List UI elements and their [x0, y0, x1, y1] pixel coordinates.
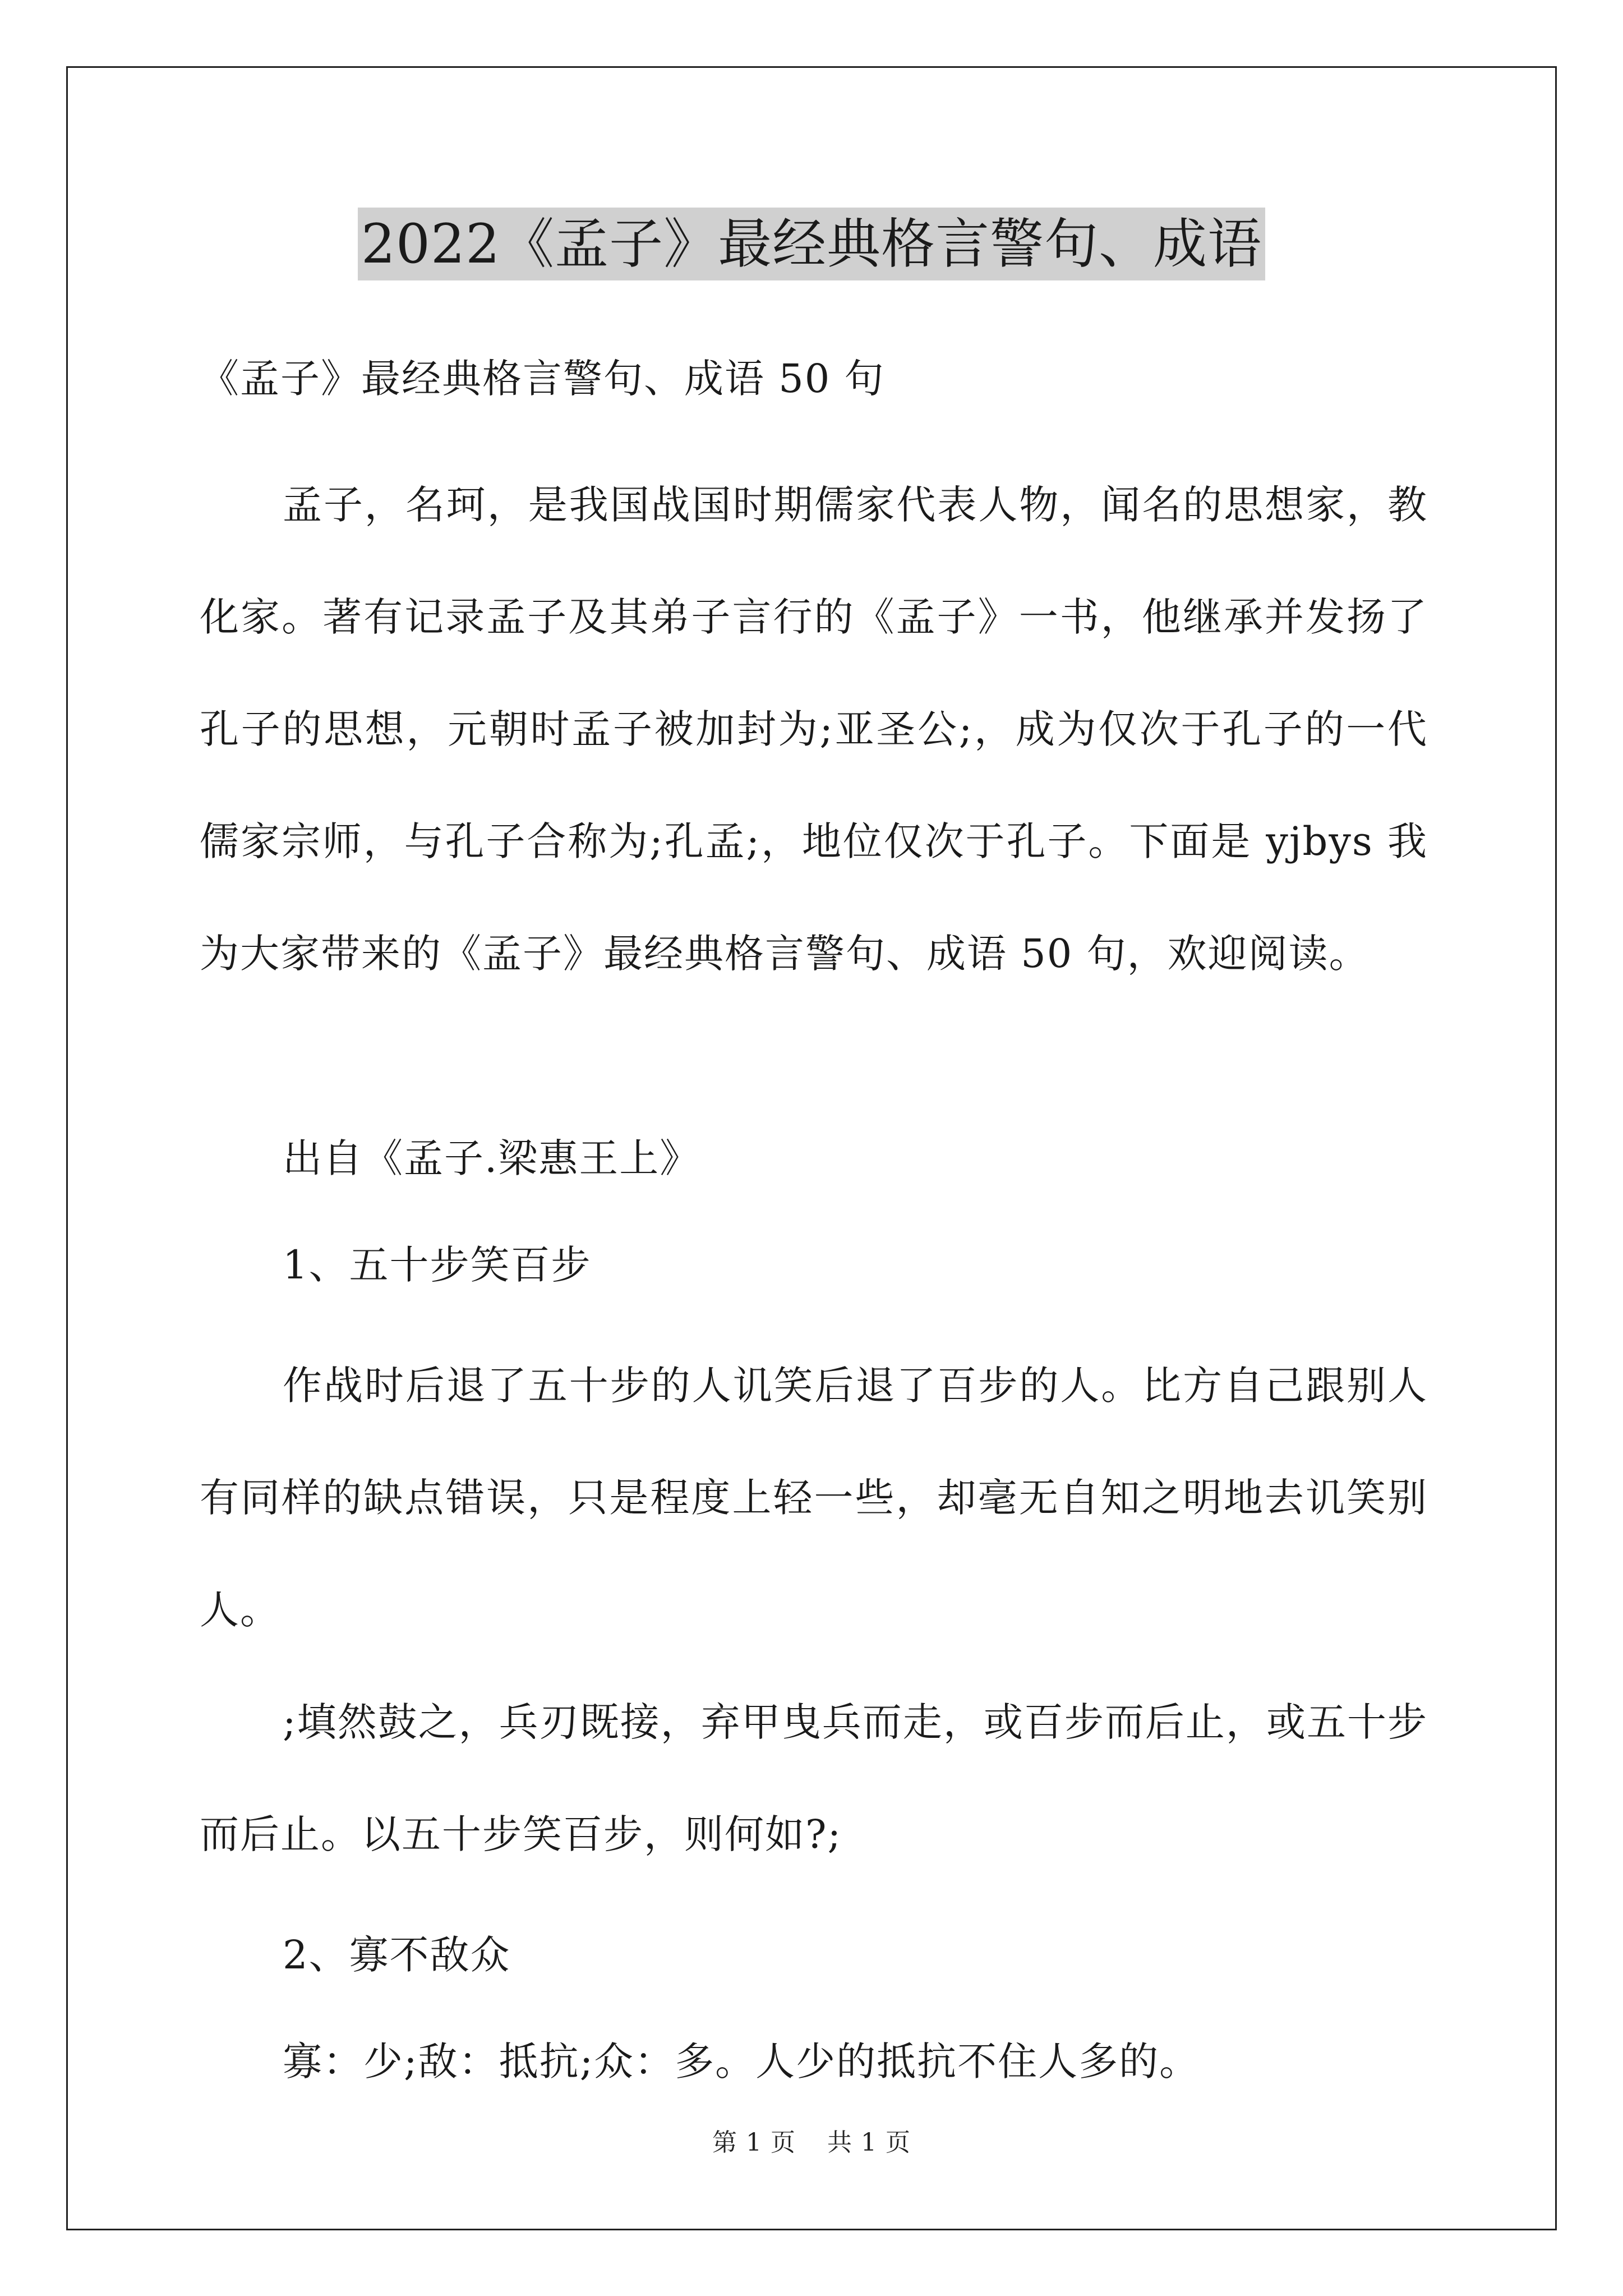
item-1-heading: 1、五十步笑百步 [283, 1242, 592, 1288]
item-1-explanation: 作战时后退了五十步的人讥笑后退了百步的人。比方自己跟别人有同样的缺点错误，只是程度上轻一些，却毫无自知之明地去讥笑别人。 [200, 1363, 1428, 1633]
document-subtitle: 《孟子》最经典格言警句、成语 50 句 [200, 356, 885, 402]
document-body [200, 337, 1428, 2104]
title-container [0, 208, 1623, 280]
document-title: 2022《孟子》最经典格言警句、成语 [358, 208, 1265, 280]
page-total: 共 1 页 [827, 2128, 911, 2157]
item-2-heading: 2、寡不敌众 [283, 1932, 511, 1978]
section-source: 出自《孟子.梁惠王上》 [283, 1135, 700, 1181]
item-2-explanation: 寡：少;敌：抵抗;众：多。人少的抵抗不住人多的。 [283, 2039, 1200, 2085]
item-1-quote: ;填然鼓之，兵刃既接，弃甲曳兵而走，或百步而后止，或五十步而后止。以五十步笑百步，则何如?; [200, 1699, 1428, 1857]
intro-paragraph: 孟子，名珂，是我国战国时期儒家代表人物，闻名的思想家，教化家。著有记录孟子及其弟子言行的《孟子》一书，他继承并发扬了孔子的思想，元朝时孟子被加封为;亚圣公;，成为仅次于孔子的一代儒家宗师，与孔子合称为;孔孟;，地位仅次于孔子。下面是 yjbys 我为大家带来的《孟子》最经典格言警句、成语 50 句，欢迎阅读。 [200, 482, 1428, 977]
page-number: 第 1 页 [712, 2128, 796, 2157]
page-footer [0, 2126, 1623, 2160]
